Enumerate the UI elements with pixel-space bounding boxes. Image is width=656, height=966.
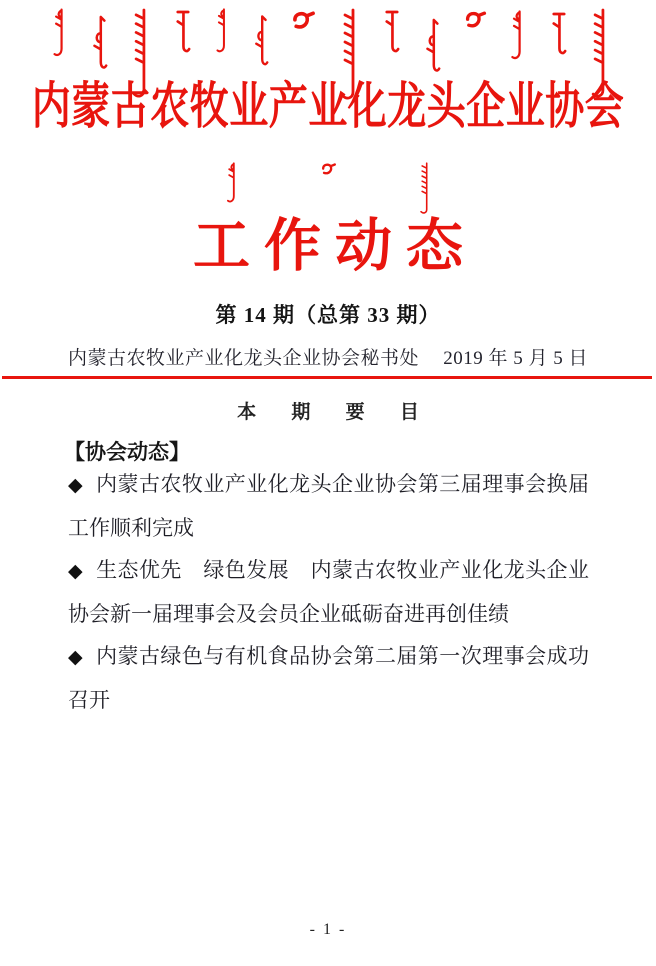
- publication-title: 工作动态: [193, 215, 477, 278]
- mongolian-script-subtitle: [0, 162, 656, 214]
- diamond-bullet-icon: ◆: [68, 475, 84, 496]
- publisher-name: 内蒙古农牧业产业化龙头企业协会秘书处: [68, 348, 420, 369]
- issue-number-line: 第 14 期（总第 33 期）: [215, 303, 441, 327]
- mongolian-glyph-icon: [423, 8, 441, 86]
- mongolian-glyph-icon: [464, 8, 488, 40]
- mongolian-glyph-icon: [215, 8, 230, 54]
- mongolian-glyph-icon: [90, 8, 108, 80]
- mongolian-glyph-icon: [318, 162, 340, 182]
- red-divider: [2, 376, 652, 379]
- toc-list: [68, 463, 589, 721]
- publisher-row: [68, 343, 588, 370]
- toc-item: [68, 635, 589, 721]
- toc-item-text: 内蒙古绿色与有机食品协会第二届第一次理事会成功召开: [68, 644, 589, 712]
- mongolian-glyph-icon: [549, 8, 568, 58]
- mongolian-glyph-icon: [52, 8, 68, 58]
- mongolian-glyph-icon: [173, 8, 192, 54]
- toc-item: [68, 463, 589, 549]
- page-number: - 1 -: [309, 921, 347, 938]
- mongolian-glyph-icon: [418, 162, 432, 214]
- toc-item-text: 内蒙古农牧业产业化龙头企业协会第三届理事会换届工作顺利完成: [68, 472, 589, 540]
- org-name-title: 内蒙古农牧业产业化龙头企业协会: [31, 79, 625, 135]
- toc-category-label: 【协会动态】: [64, 441, 190, 464]
- mongolian-glyph-icon: [225, 162, 240, 204]
- toc-item: [68, 549, 589, 635]
- diamond-bullet-icon: ◆: [68, 647, 84, 668]
- mongolian-glyph-icon: [252, 8, 269, 76]
- toc-item-text: 生态优先 绿色发展 内蒙古农牧业产业化龙头企业协会新一届理事会及会员企业砥砺奋进再创佳绩: [68, 558, 589, 626]
- publish-date: 2019 年 5 月 5 日: [443, 348, 588, 369]
- mongolian-glyph-icon: [382, 8, 401, 54]
- toc-heading: 本 期 要 目: [237, 402, 434, 423]
- diamond-bullet-icon: ◆: [68, 561, 84, 582]
- mongolian-glyph-icon: [291, 8, 317, 42]
- mongolian-glyph-icon: [510, 8, 526, 63]
